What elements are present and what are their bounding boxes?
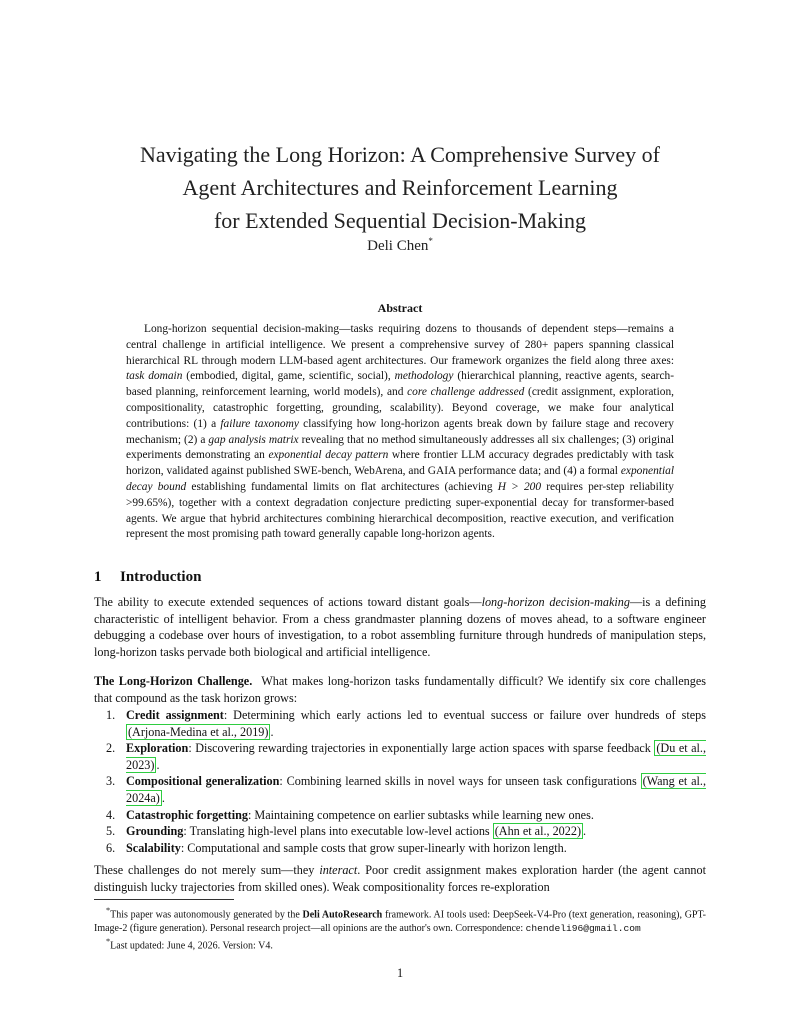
abstract-text: (credit assignment, exploration, compositionality, catastrophic forgetting, grounding, scalability). Beyond coverage, we make four analytical contributions: (1) a	[126, 386, 674, 430]
intro-emphasis: long-horizon decision-making	[481, 595, 630, 609]
challenge-list	[106, 707, 706, 856]
intro-paragraph	[94, 594, 706, 660]
item-number: 6.	[106, 840, 116, 855]
abstract-emphasis: failure taxonomy	[220, 417, 299, 430]
footnote-mark: *	[106, 937, 111, 947]
paragraph-emphasis: interact	[319, 863, 358, 877]
item-number: 5.	[106, 824, 116, 839]
abstract-math: H > 200	[497, 480, 542, 493]
challenge-item	[106, 807, 706, 824]
abstract-text: (embodied, digital, game, scientific, social),	[182, 370, 395, 383]
abstract-emphasis: exponential decay pattern	[268, 449, 389, 462]
item-number: 2.	[106, 741, 116, 756]
abstract-emphasis: task domain	[126, 370, 183, 383]
author-footnote-mark[interactable]: *	[428, 236, 433, 246]
footnote-mark: *	[106, 906, 111, 915]
challenge-term: Exploration	[126, 741, 189, 756]
abstract-text: where frontier LLM accuracy degrades predictably with task horizon, validated against published SWE-bench, WebArena, and GAIA performance data; and (4) a formal	[126, 449, 674, 478]
page-number: 1	[396, 966, 404, 980]
challenge-description: : Combining learned skills in novel ways for unseen task configurations	[279, 774, 641, 789]
abstract-text: revealing that no method simultaneously addresses all six challenges; (3) original experiments demonstrating an	[126, 433, 674, 462]
challenge-description: : Maintaining competence on earlier subtasks while learning new ones.	[247, 807, 594, 822]
author-line	[0, 236, 800, 255]
footnote-2	[94, 935, 706, 953]
interaction-paragraph	[94, 862, 706, 895]
item-number: 4.	[106, 807, 116, 822]
paper-title	[0, 138, 800, 237]
citation-link[interactable]: (Ahn et al., 2022)	[494, 824, 582, 839]
challenge-description: : Discovering rewarding trajectories in exponentially large action spaces with sparse feedback	[188, 741, 655, 756]
paragraph-text: These challenges do not merely sum—they	[94, 863, 320, 877]
challenge-item	[106, 840, 706, 857]
abstract-emphasis: methodology	[394, 370, 454, 383]
abstract-emphasis: exponential decay bound	[126, 465, 674, 493]
abstract-emphasis: core challenge addressed	[407, 386, 525, 399]
abstract-text: Long-horizon sequential decision-making—tasks requiring dozens to thousands of dependent steps—remains a central challenge in artificial intelligence. We present a comprehensive survey of 280+ papers spanning classical hierarchical RL through modern LLM-based agent architectures. Our framework organizes the field along three axes:	[126, 323, 674, 367]
footnote-text: This paper was autonomously generated by the	[110, 909, 303, 921]
challenge-description: : Computational and sample costs that grow super-linearly with horizon length.	[180, 840, 567, 855]
footnote-1	[94, 904, 706, 935]
footnotes	[94, 904, 706, 953]
paragraph-heading: The Long-Horizon Challenge.	[94, 674, 253, 688]
footnote-rule	[94, 899, 234, 900]
intro-text: —is a defining characteristic of intelligent behavior. From a chess grandmaster planning dozens of moves ahead, to a software engineer debugging a codebase over hours of investigation, to a robot assembling furniture through hundreds of manipulation steps, long-horizon tasks pervade both biological and artificial intelligence.	[94, 595, 706, 659]
citation-link[interactable]: (Arjona-Medina et al., 2019)	[128, 724, 269, 739]
item-punctuation: .	[270, 724, 274, 739]
abstract-body	[126, 322, 674, 543]
abstract-text: establishing fundamental limits on flat architectures (achieving	[186, 480, 498, 493]
challenge-description: : Translating high-level plans into executable low-level actions	[183, 824, 493, 839]
footnote-text: framework. AI tools used: DeepSeek-V4-Pro (text generation, reasoning), GPT-Image-2 (figure generation). Personal research project—all opinions are the author's own. Correspondence:	[94, 909, 706, 934]
abstract-heading: Abstract	[377, 301, 423, 315]
abstract-emphasis: gap analysis matrix	[208, 433, 299, 446]
abstract-text: (hierarchical planning, reactive agents, search-based planning, reinforcement learning, world models), and	[126, 370, 674, 399]
section-number: 1	[94, 569, 102, 585]
challenge-item	[106, 740, 706, 773]
footnote-text: Last updated: June 4, 2026. Version: V4.	[110, 940, 273, 952]
title-line-1: Navigating the Long Horizon: A Comprehensive Survey of	[140, 142, 660, 167]
intro-text: The ability to execute extended sequences of actions toward distant goals—	[94, 595, 482, 609]
challenge-term: Scalability	[126, 840, 181, 855]
title-line-3: for Extended Sequential Decision-Making	[213, 208, 587, 233]
challenge-description: : Determining which early actions led to eventual success or failure over hundreds of steps	[223, 708, 706, 722]
item-punctuation: .	[583, 824, 587, 839]
challenge-text: What makes long-horizon tasks fundamentally difficult? We identify six core challenges that compound as the task horizon grows:	[94, 674, 706, 705]
author-name: Deli Chen	[367, 238, 429, 254]
challenge-term: Grounding	[126, 824, 184, 839]
item-number: 3.	[106, 774, 116, 789]
item-punctuation: .	[156, 757, 160, 772]
section-heading-introduction	[94, 569, 201, 586]
item-number: 1.	[106, 708, 116, 722]
challenge-term: Compositional generalization	[126, 774, 280, 789]
challenge-item	[106, 823, 706, 840]
abstract-text: requires per-step reliability >99.65%), together with a context degradation conjecture predicting super-exponential decay for transformer-based agents. We argue that hybrid architectures combining hierarchical decomposition, reactive execution, and verification represent the most promising path toward generally capable long-horizon agents.	[126, 480, 674, 541]
paragraph-text: . Poor credit assignment makes exploration harder (the agent cannot distinguish lucky trajectories from skilled ones). Weak compositionality forces re-exploration	[94, 863, 706, 894]
section-title: Introduction	[120, 569, 202, 585]
correspondence-email[interactable]: chendeli96@gmail.com	[525, 922, 641, 934]
challenge-term: Credit assignment	[126, 708, 224, 722]
challenge-term: Catastrophic forgetting	[126, 807, 248, 822]
challenge-item	[106, 707, 706, 740]
footnote-framework-name: Deli AutoResearch	[302, 909, 383, 921]
title-line-2: Agent Architectures and Reinforcement Learning	[182, 175, 618, 200]
item-punctuation: .	[161, 790, 165, 805]
challenge-paragraph	[94, 673, 706, 706]
citation-link[interactable]: (Wang et al., 2024a)	[126, 774, 706, 805]
citation-link[interactable]: (Du et al., 2023)	[126, 741, 707, 772]
challenge-item	[106, 773, 706, 806]
abstract-text: classifying how long-horizon agents break down by failure stage and recovery mechanism; (2) a	[126, 417, 674, 446]
